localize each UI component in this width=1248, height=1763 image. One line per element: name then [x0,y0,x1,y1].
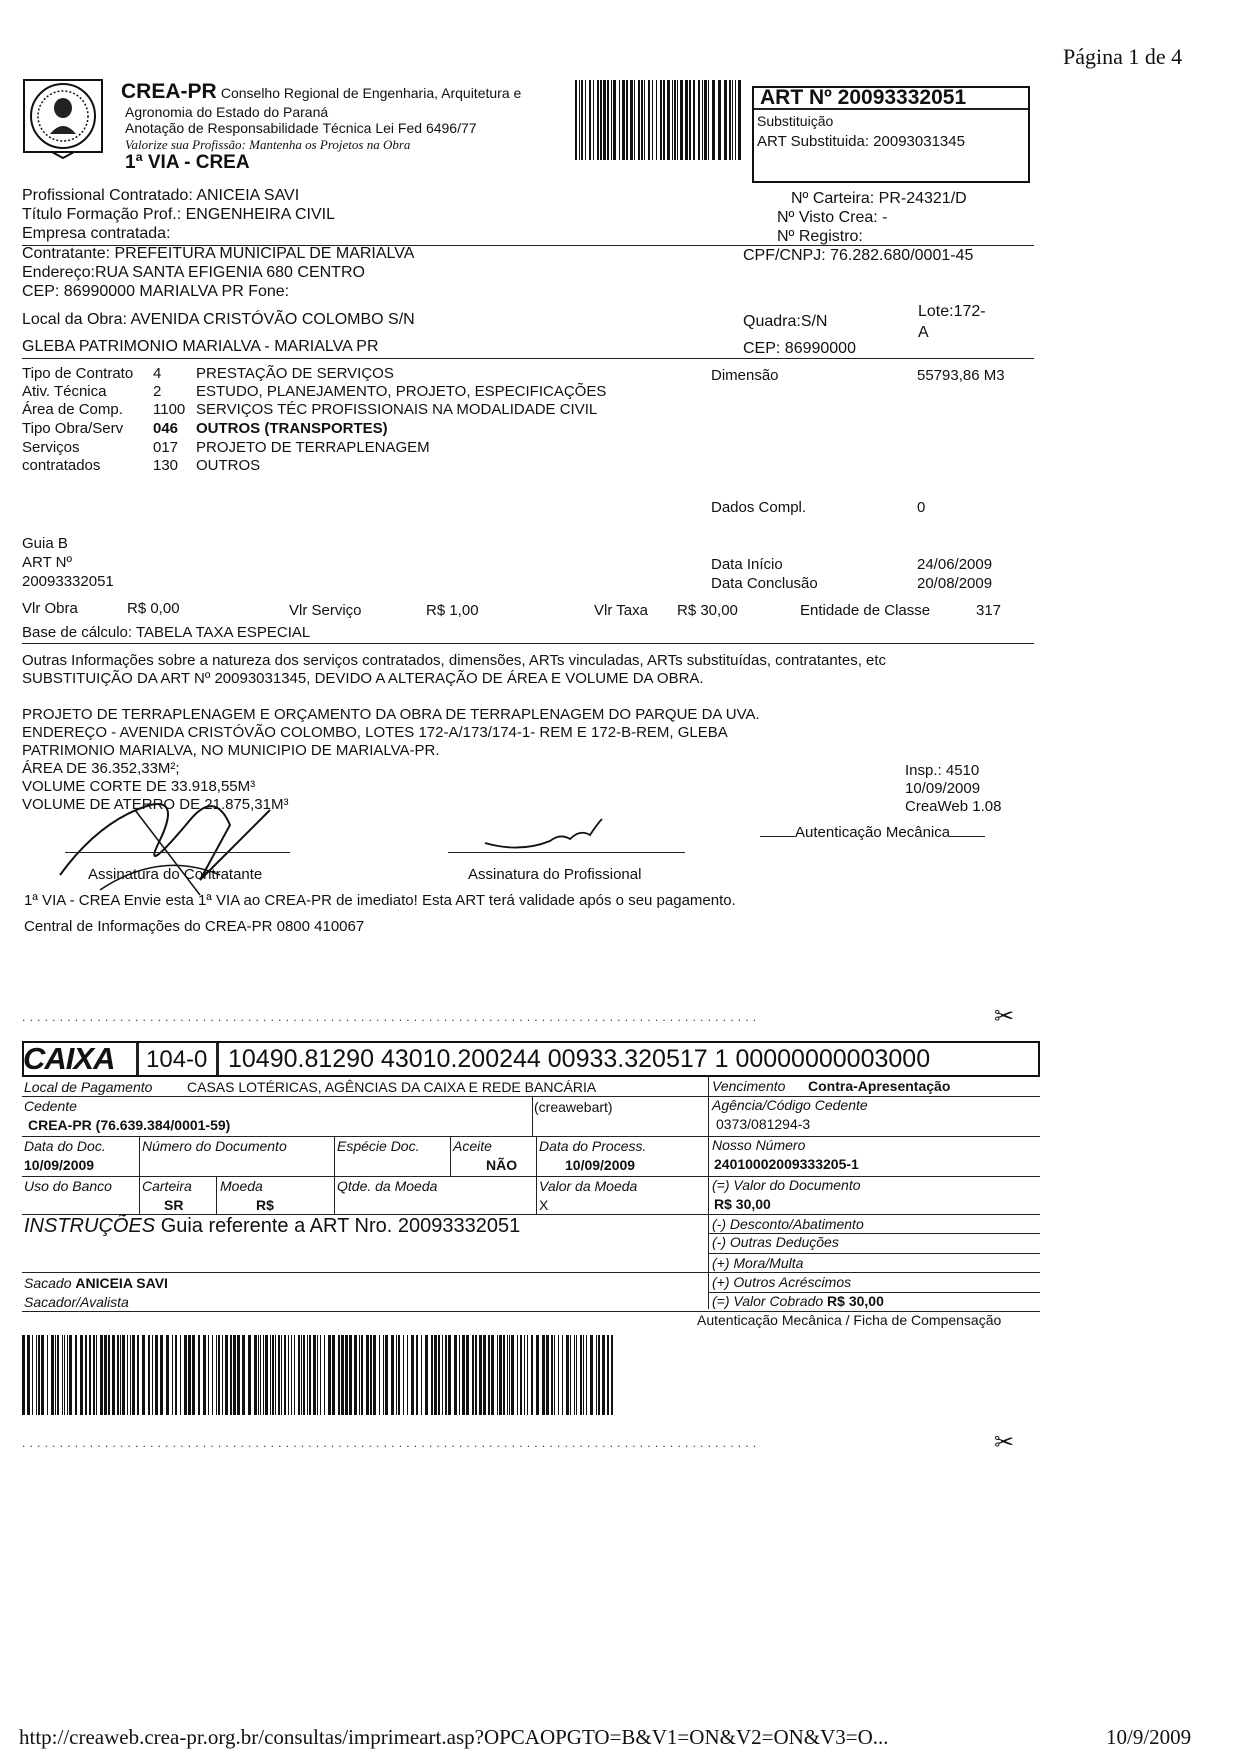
info-line-6: ÁREA DE 36.352,33M²; [22,760,180,777]
art-title: ART Nº 20093332051 [760,86,967,109]
creawebart: (creawebart) [534,1099,613,1115]
obra-cep: CEP: 86990000 [743,340,856,357]
vencimento-label: Vencimento [712,1078,786,1094]
assinatura-contratante: Assinatura do Contratante [88,866,263,883]
linha-digitavel: 10490.81290 43010.200244 00933.320517 1 00000000003000 [228,1045,931,1073]
prof-titulo: Título Formação Prof.: ENGENHEIRA CIVIL [22,206,335,223]
valor-moeda-value: X [539,1197,549,1213]
info-line-1: Outras Informações sobre a natureza dos serviços contratados, dimensões, ARTs vinculadas, ARTs substituídas, contratantes, etc [22,652,887,669]
caixa-logo: CAIXA [23,1041,115,1076]
vlr-taxa-label: Vlr Taxa [594,602,648,619]
local-pagamento-value: CASAS LOTÉRICAS, AGÊNCIAS DA CAIXA E REDE BANCÁRIA [187,1079,597,1095]
insp-date: 10/09/2009 [905,780,981,797]
org-line-2: Agronomia do Estado do Paraná [125,104,329,120]
contrato-row-label: Serviços [22,439,80,456]
valor-documento-label: (=) Valor do Documento [712,1177,861,1193]
dimensao-value: 55793,86 M3 [917,367,1005,384]
data-process-label: Data do Process. [539,1138,647,1154]
contrato-row-desc: SERVIÇOS TÉC PROFISSIONAIS NA MODALIDADE CIVIL [196,401,598,418]
data-inicio-label: Data Início [711,556,783,573]
contratante-endereco: Endereço:RUA SANTA EFIGENIA 680 CENTRO [22,264,365,281]
profissional-signature-icon [480,815,610,855]
agencia-label: Agência/Código Cedente [712,1097,868,1113]
obra-quadra: Quadra:S/N [743,313,828,330]
data-doc-label: Data do Doc. [24,1138,106,1154]
cedente-value: CREA-PR (76.639.384/0001-59) [28,1117,231,1133]
valor-cobrado-value: R$ 30,00 [827,1293,884,1309]
contratante-cep: CEP: 86990000 MARIALVA PR Fone: [22,283,290,300]
contrato-row-desc: PRESTAÇÃO DE SERVIÇOS [196,365,394,382]
via-note: 1ª VIA - CREA Envie esta 1ª VIA ao CREA-PR de imediato! Esta ART terá validade após o seu pagamento. [24,892,736,909]
autenticacao-mecanica [760,824,985,841]
local-pagamento-label: Local de Pagamento [24,1079,153,1095]
obra-gleba: GLEBA PATRIMONIO MARIALVA - MARIALVA PR [22,338,379,355]
mora-multa-label: (+) Mora/Multa [712,1255,804,1271]
nosso-numero-value: 24010002009333205-1 [714,1156,859,1172]
numero-documento-label: Número do Documento [142,1138,287,1154]
law-line: Anotação de Responsabilidade Técnica Lei Fed 6496/77 [125,120,477,136]
moeda-value: R$ [256,1197,274,1213]
cedente-label: Cedente [24,1098,77,1114]
aceite-label: Aceite [453,1138,492,1154]
vlr-servico-value: R$ 1,00 [426,602,479,619]
carteira-value: SR [164,1197,184,1213]
info-line-8: VOLUME DE ATERRO DE 21.875,31M³ [22,796,289,813]
contrato-row-code: 2 [153,383,162,400]
data-inicio-value: 24/06/2009 [917,556,993,573]
dados-compl-label: Dados Compl. [711,499,807,516]
sacado [24,1275,168,1291]
art-substituida: ART Substituida: 20093031345 [757,133,965,150]
aceite-value: NÃO [486,1157,518,1173]
vlr-servico-label: Vlr Serviço [289,602,362,619]
data-conclusao-label: Data Conclusão [711,575,818,592]
org-line-1: Conselho Regional de Engenharia, Arquitetura e [220,85,522,101]
contrato-row-label: Tipo de Contrato [22,365,134,382]
outras-deducoes-label: (-) Outras Deduções [712,1234,839,1250]
data-doc-value: 10/09/2009 [24,1157,95,1173]
cut-line-top: .................................................................................................. [22,1010,761,1024]
dimensao-label: Dimensão [711,367,779,384]
instrucoes-label: INSTRUÇÕES [24,1215,156,1237]
info-line-5: PATRIMONIO MARIALVA, NO MUNICIPIO DE MARIALVA-PR. [22,742,440,759]
contrato-row-code: 1100 [153,401,186,418]
central-info: Central de Informações do CREA-PR 0800 410067 [24,918,365,935]
vlr-taxa-value: R$ 30,00 [677,602,738,619]
crea-seal-icon [22,78,104,160]
valor-cobrado-label: (=) Valor Cobrado [712,1293,824,1309]
via-label: 1ª VIA - CREA [125,152,250,173]
sacador-avalista: Sacador/Avalista [24,1294,129,1310]
valor-documento-value: R$ 30,00 [714,1196,771,1212]
scissors-icon: ✂ [994,1003,1015,1030]
slogan: Valorize sua Profissão: Mantenha os Projetos na Obra [125,137,411,152]
insp-version: CreaWeb 1.08 [905,798,1002,815]
footer-date: 10/9/2009 [1106,1725,1192,1749]
dados-compl-value: 0 [917,499,926,516]
qtde-moeda-label: Qtde. da Moeda [337,1178,438,1194]
agencia-value: 0373/081294-3 [716,1116,811,1132]
prof-contratado: Profissional Contratado: ANICEIA SAVI [22,187,300,204]
contrato-row-code: 046 [153,420,179,437]
data-process-value: 10/09/2009 [565,1157,636,1173]
vlr-obra-label: Vlr Obra [22,600,78,617]
info-line-3: PROJETO DE TERRAPLENAGEM E ORÇAMENTO DA OBRA DE TERRAPLENAGEM DO PARQUE DA UVA. [22,706,760,723]
contratante-cpf: CPF/CNPJ: 76.282.680/0001-45 [743,247,974,264]
contrato-row-code: 4 [153,365,162,382]
sacado-value: ANICEIA SAVI [75,1275,168,1291]
base-calculo: Base de cálculo: TABELA TAXA ESPECIAL [22,624,311,641]
contrato-row-code: 130 [153,457,179,474]
vencimento-value: Contra-Apresentação [808,1078,951,1094]
org-abbrev: CREA-PR [121,80,217,103]
insp-number: Insp.: 4510 [905,762,980,779]
instrucoes [24,1215,520,1238]
ficha-compensacao: Autenticação Mecânica / Ficha de Compensação [697,1312,1002,1328]
valor-moeda-label: Valor da Moeda [539,1178,638,1194]
bank-code: 104-0 [146,1046,208,1073]
substituicao-label: Substituição [757,113,834,129]
valor-cobrado [712,1293,884,1309]
scissors-icon: ✂ [994,1429,1015,1456]
contrato-row-label: Área de Comp. [22,401,123,418]
autenticacao-text: Autenticação Mecânica [795,824,951,841]
nosso-numero-label: Nosso Número [712,1137,806,1153]
info-line-2: SUBSTITUIÇÃO DA ART Nº 20093031345, DEVIDO A ALTERAÇÃO DE ÁREA E VOLUME DA OBRA. [22,670,704,687]
desconto-label: (-) Desconto/Abatimento [712,1216,864,1232]
info-line-7: VOLUME CORTE DE 33.918,55M³ [22,778,256,795]
contrato-row-desc: OUTROS [196,457,261,474]
obra-local: Local da Obra: AVENIDA CRISTÓVÃO COLOMBO S/N [22,311,415,328]
header-barcode-icon [575,80,747,160]
data-conclusao-value: 20/08/2009 [917,575,993,592]
cut-line-bottom: .................................................................................................. [22,1436,761,1450]
entidade-value: 317 [976,602,1002,619]
guia-art-num: 20093332051 [22,573,114,590]
footer-url[interactable]: http://creaweb.crea-pr.org.br/consultas/imprimeart.asp?OPCAOPGTO=B&V1=ON&V2=ON&V3=O... [19,1725,889,1749]
outros-acrescimos-label: (+) Outros Acréscimos [712,1274,852,1290]
entidade-label: Entidade de Classe [800,602,931,619]
contrato-row-code: 017 [153,439,179,456]
info-line-4: ENDEREÇO - AVENIDA CRISTÓVÃO COLOMBO, LOTES 172-A/173/174-1- REM E 172-B-REM, GLEBA [22,724,728,741]
contrato-row-label: Ativ. Técnica [22,383,107,400]
carteira-label: Carteira [142,1178,192,1194]
especie-doc-label: Espécie Doc. [337,1138,420,1154]
contratante-nome: Contratante: PREFEITURA MUNICIPAL DE MARIALVA [22,245,415,262]
contrato-row-desc: OUTROS (TRANSPORTES) [196,420,388,437]
uso-banco-label: Uso do Banco [24,1178,112,1194]
prof-visto: Nº Visto Crea: - [777,209,888,226]
page-number: Página 1 de 4 [1063,44,1183,69]
boleto-barcode-icon [22,1335,640,1415]
prof-carteira: Nº Carteira: PR-24321/D [791,190,967,207]
instrucoes-value: Guia referente a ART Nro. 20093332051 [160,1215,521,1237]
org-header-line [121,80,521,104]
prof-empresa: Empresa contratada: [22,225,171,242]
prof-registro: Nº Registro: [777,228,863,245]
contrato-row-label: contratados [22,457,101,474]
moeda-label: Moeda [220,1178,263,1194]
guia-art-label: ART Nº [22,554,72,571]
vlr-obra-value: R$ 0,00 [127,600,180,617]
assinatura-profissional: Assinatura do Profissional [468,866,642,883]
contrato-row-label: Tipo Obra/Serv [22,420,124,437]
obra-lote-1: Lote:172- [918,303,986,320]
contrato-row-desc: PROJETO DE TERRAPLENAGEM [196,439,430,456]
contrato-row-desc: ESTUDO, PLANEJAMENTO, PROJETO, ESPECIFICAÇÕES [196,383,607,400]
guia-b: Guia B [22,535,68,552]
sacado-label: Sacado [24,1275,72,1291]
obra-lote-2: A [918,324,929,341]
